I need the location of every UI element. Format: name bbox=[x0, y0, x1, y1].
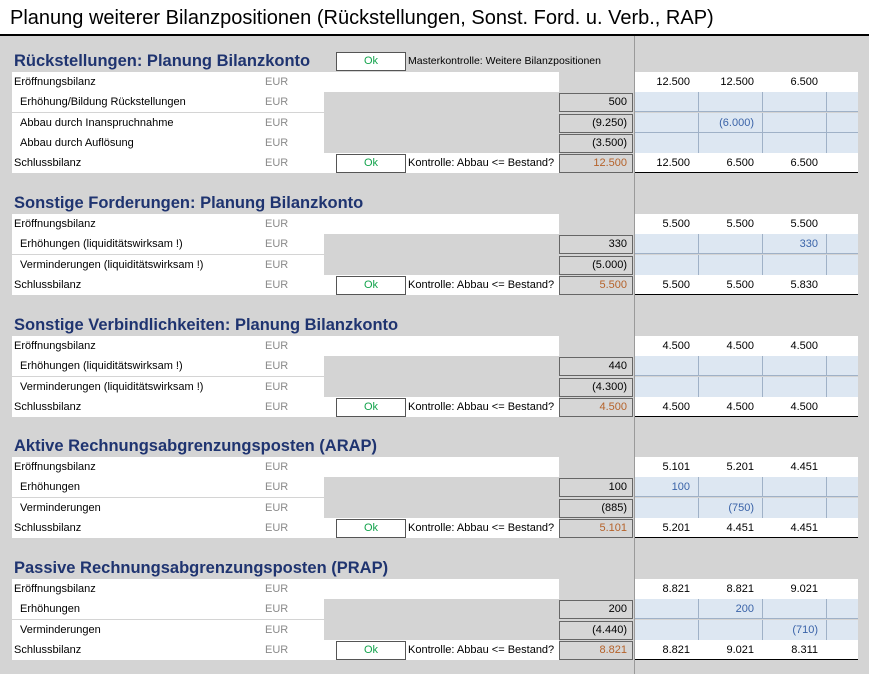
row-label: Schlussbilanz bbox=[14, 644, 82, 656]
check-label: Kontrolle: Abbau <= Bestand? bbox=[408, 157, 555, 169]
plan-input-value[interactable] bbox=[762, 356, 818, 376]
plan-value: 4.451 bbox=[790, 461, 818, 473]
row-background-mid bbox=[324, 214, 559, 234]
plan-input-value[interactable] bbox=[698, 92, 754, 112]
row-label: Schlussbilanz bbox=[14, 157, 82, 169]
row-label: Erhöhungen (liquiditätswirksam !) bbox=[20, 360, 183, 372]
plan-input-value[interactable] bbox=[634, 620, 690, 640]
plan-gridline bbox=[826, 377, 827, 397]
unit-label: EUR bbox=[265, 401, 289, 413]
section-heading: Aktive Rechnungsabgrenzungsposten (ARAP) bbox=[14, 437, 378, 455]
input-cell[interactable]: (9.250) bbox=[559, 114, 633, 133]
plan-input-value[interactable] bbox=[762, 92, 818, 112]
row-label: Verminderungen bbox=[20, 624, 101, 636]
plan-value: 8.821 bbox=[726, 583, 754, 595]
column-divider bbox=[634, 36, 635, 674]
plan-input-value[interactable] bbox=[762, 498, 818, 518]
check-label: Kontrolle: Abbau <= Bestand? bbox=[408, 522, 555, 534]
row-label: Erhöhungen bbox=[20, 603, 80, 615]
section-heading: Sonstige Forderungen: Planung Bilanzkonto bbox=[14, 194, 364, 212]
input-cell[interactable]: 200 bbox=[559, 600, 633, 619]
input-cell[interactable]: (885) bbox=[559, 499, 633, 518]
unit-label: EUR bbox=[265, 117, 289, 129]
plan-value: 5.101 bbox=[662, 461, 690, 473]
plan-value: 8.311 bbox=[791, 644, 818, 656]
input-cell[interactable]: 500 bbox=[559, 93, 633, 112]
row-background-mid bbox=[324, 457, 559, 477]
unit-label: EUR bbox=[265, 522, 289, 534]
check-status: Ok bbox=[336, 276, 406, 295]
plan-input-value[interactable] bbox=[634, 255, 690, 275]
plan-value: 5.201 bbox=[726, 461, 754, 473]
plan-gridline bbox=[826, 234, 827, 254]
row-label: Schlussbilanz bbox=[14, 279, 82, 291]
plan-input-value[interactable] bbox=[634, 234, 690, 254]
check-status: Ok bbox=[336, 398, 406, 417]
plan-input-value[interactable] bbox=[698, 234, 754, 254]
check-label: Kontrolle: Abbau <= Bestand? bbox=[408, 279, 555, 291]
plan-input-value[interactable] bbox=[634, 92, 690, 112]
plan-value: 9.021 bbox=[790, 583, 818, 595]
plan-gridline bbox=[826, 133, 827, 153]
plan-input-value[interactable]: (6.000) bbox=[719, 117, 754, 129]
plan-gridline bbox=[826, 356, 827, 376]
row-background-mid bbox=[324, 72, 559, 92]
master-check-label: Masterkontrolle: Weitere Bilanzpositionen bbox=[408, 55, 601, 67]
row-background-mid bbox=[324, 336, 559, 356]
plan-value: 12.500 bbox=[656, 157, 690, 169]
row-label: Verminderungen (liquiditätswirksam !) bbox=[20, 259, 204, 271]
plan-value: 12.500 bbox=[720, 76, 754, 88]
plan-value: 8.821 bbox=[662, 644, 690, 656]
input-cell[interactable]: 100 bbox=[559, 478, 633, 497]
plan-input-value[interactable] bbox=[634, 133, 690, 153]
plan-value: 4.451 bbox=[726, 522, 754, 534]
closing-total-cell: 8.821 bbox=[559, 641, 633, 660]
plan-value: 4.500 bbox=[662, 401, 690, 413]
unit-label: EUR bbox=[265, 502, 289, 514]
unit-label: EUR bbox=[265, 644, 289, 656]
plan-input-value[interactable]: 100 bbox=[671, 481, 690, 493]
row-label: Eröffnungsbilanz bbox=[14, 340, 96, 352]
row-label: Verminderungen (liquiditätswirksam !) bbox=[20, 381, 204, 393]
unit-label: EUR bbox=[265, 340, 289, 352]
row-label: Erhöhungen (liquiditätswirksam !) bbox=[20, 238, 183, 250]
plan-input-value[interactable] bbox=[698, 133, 754, 153]
section-heading: Rückstellungen: Planung Bilanzkonto bbox=[14, 52, 311, 70]
plan-value: 4.500 bbox=[726, 340, 754, 352]
check-status: Ok bbox=[336, 641, 406, 660]
closing-total-cell: 12.500 bbox=[559, 154, 633, 173]
plan-gridline bbox=[826, 92, 827, 112]
plan-value: 6.500 bbox=[790, 157, 818, 169]
check-label: Kontrolle: Abbau <= Bestand? bbox=[408, 401, 555, 413]
unit-label: EUR bbox=[265, 76, 289, 88]
row-label: Eröffnungsbilanz bbox=[14, 76, 96, 88]
row-label: Eröffnungsbilanz bbox=[14, 461, 96, 473]
row-label: Erhöhung/Bildung Rückstellungen bbox=[20, 96, 186, 108]
plan-gridline bbox=[826, 498, 827, 518]
plan-value: 4.500 bbox=[726, 401, 754, 413]
plan-input-value[interactable] bbox=[762, 133, 818, 153]
plan-input-value[interactable] bbox=[762, 113, 818, 133]
title-underline bbox=[0, 34, 869, 36]
input-cell[interactable]: (3.500) bbox=[559, 134, 633, 153]
unit-label: EUR bbox=[265, 137, 289, 149]
unit-label: EUR bbox=[265, 603, 289, 615]
plan-input-value[interactable] bbox=[698, 255, 754, 275]
plan-value: 5.201 bbox=[662, 522, 690, 534]
input-cell[interactable]: 330 bbox=[559, 235, 633, 254]
plan-input-value[interactable] bbox=[634, 377, 690, 397]
input-cell[interactable]: (4.300) bbox=[559, 378, 633, 397]
plan-input-value[interactable]: (710) bbox=[792, 624, 818, 636]
unit-label: EUR bbox=[265, 360, 289, 372]
plan-gridline bbox=[826, 477, 827, 497]
plan-input-value[interactable] bbox=[762, 377, 818, 397]
plan-input-value[interactable]: 200 bbox=[735, 603, 754, 615]
plan-value: 5.830 bbox=[790, 279, 818, 291]
plan-value: 8.821 bbox=[662, 583, 690, 595]
plan-gridline bbox=[826, 113, 827, 133]
unit-label: EUR bbox=[265, 481, 289, 493]
row-label: Verminderungen bbox=[20, 502, 101, 514]
plan-value: 12.500 bbox=[656, 76, 690, 88]
plan-gridline bbox=[826, 599, 827, 619]
closing-total-cell: 5.500 bbox=[559, 276, 633, 295]
row-label: Eröffnungsbilanz bbox=[14, 583, 96, 595]
check-status: Ok bbox=[336, 519, 406, 538]
plan-value: 6.500 bbox=[790, 76, 818, 88]
plan-input-value[interactable] bbox=[698, 477, 754, 497]
plan-value: 5.500 bbox=[726, 279, 754, 291]
plan-input-value[interactable] bbox=[634, 113, 690, 133]
plan-input-value[interactable] bbox=[634, 498, 690, 518]
plan-value: 6.500 bbox=[726, 157, 754, 169]
plan-value: 4.451 bbox=[790, 522, 818, 534]
closing-total-cell: 4.500 bbox=[559, 398, 633, 417]
plan-input-value[interactable]: 330 bbox=[799, 238, 818, 250]
plan-input-value[interactable] bbox=[762, 255, 818, 275]
plan-gridline bbox=[826, 255, 827, 275]
unit-label: EUR bbox=[265, 583, 289, 595]
row-label: Abbau durch Auflösung bbox=[20, 137, 134, 149]
plan-value: 4.500 bbox=[790, 340, 818, 352]
plan-value: 9.021 bbox=[726, 644, 754, 656]
unit-label: EUR bbox=[265, 624, 289, 636]
plan-gridline bbox=[826, 620, 827, 640]
row-label: Erhöhungen bbox=[20, 481, 80, 493]
plan-value: 5.500 bbox=[662, 279, 690, 291]
page-title: Planung weiterer Bilanzpositionen (Rückstellungen, Sonst. Ford. u. Verb., RAP) bbox=[10, 7, 714, 29]
row-label: Schlussbilanz bbox=[14, 401, 82, 413]
unit-label: EUR bbox=[265, 238, 289, 250]
unit-label: EUR bbox=[265, 96, 289, 108]
unit-label: EUR bbox=[265, 259, 289, 271]
unit-label: EUR bbox=[265, 218, 289, 230]
section-heading: Sonstige Verbindlichkeiten: Planung Bilanzkonto bbox=[14, 316, 399, 334]
unit-label: EUR bbox=[265, 461, 289, 473]
master-check-status: Ok bbox=[336, 52, 406, 71]
plan-input-value[interactable] bbox=[634, 356, 690, 376]
plan-value: 4.500 bbox=[790, 401, 818, 413]
row-label: Schlussbilanz bbox=[14, 522, 82, 534]
input-cell[interactable]: (4.440) bbox=[559, 621, 633, 640]
plan-input-value[interactable] bbox=[762, 599, 818, 619]
unit-label: EUR bbox=[265, 381, 289, 393]
check-label: Kontrolle: Abbau <= Bestand? bbox=[408, 644, 555, 656]
unit-label: EUR bbox=[265, 279, 289, 291]
plan-input-value[interactable]: (750) bbox=[728, 502, 754, 514]
check-status: Ok bbox=[336, 154, 406, 173]
row-label: Eröffnungsbilanz bbox=[14, 218, 96, 230]
plan-input-value[interactable] bbox=[698, 377, 754, 397]
closing-total-cell: 5.101 bbox=[559, 519, 633, 538]
row-background-mid bbox=[324, 579, 559, 599]
plan-value: 5.500 bbox=[662, 218, 690, 230]
plan-input-value[interactable] bbox=[762, 477, 818, 497]
plan-value: 5.500 bbox=[726, 218, 754, 230]
plan-input-value[interactable] bbox=[698, 356, 754, 376]
row-label: Abbau durch Inanspruchnahme bbox=[20, 117, 174, 129]
plan-value: 4.500 bbox=[662, 340, 690, 352]
plan-input-value[interactable] bbox=[634, 599, 690, 619]
plan-value: 5.500 bbox=[790, 218, 818, 230]
input-cell[interactable]: (5.000) bbox=[559, 256, 633, 275]
unit-label: EUR bbox=[265, 157, 289, 169]
input-cell[interactable]: 440 bbox=[559, 357, 633, 376]
plan-input-value[interactable] bbox=[698, 620, 754, 640]
section-heading: Passive Rechnungsabgrenzungsposten (PRAP) bbox=[14, 559, 389, 577]
